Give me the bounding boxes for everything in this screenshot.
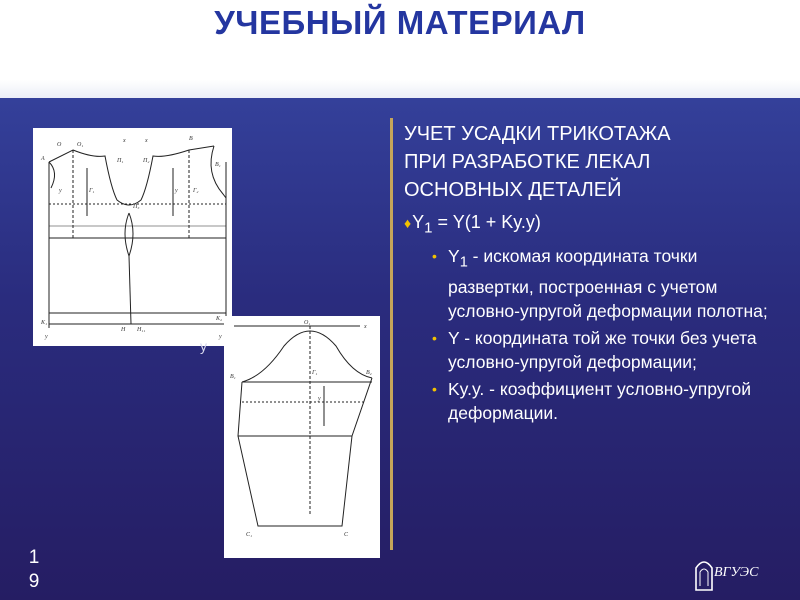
heading-line-3: ОСНОВНЫХ ДЕТАЛЕЙ [404,179,622,201]
label-y-bottom-right: y [219,334,222,340]
label-o1: O₁ [77,142,84,148]
label-x: x [123,138,126,144]
bodice-armhole-left [49,162,55,188]
section-heading [404,120,784,204]
vguer-logo [690,554,790,594]
stray-label: y [200,338,207,354]
def-1-text: - искомая координата точки развертки, построенная с учетом условно-упругой деформации полотна; [448,246,768,321]
formula-y: Y [412,212,425,232]
heading-line-2: ПРИ РАЗРАБОТКЕ ЛЕКАЛ [404,151,651,173]
def-1-y: Y [448,246,460,266]
logo-text: ВГУЭС [714,565,759,580]
formula-line [404,212,541,237]
label-sleeve-pr: Г₁ [312,370,318,376]
label-h: H [121,327,126,333]
label-k1: K₁ [41,320,48,326]
bodice-pattern-drawing [33,128,232,346]
sleeve-cap-curve [242,331,372,382]
slide-title: УЧЕБНЫЙ МАТЕРИАЛ [214,4,586,41]
label-r1: Г₁ [89,188,95,194]
label-y-bottom-left: y [45,334,48,340]
list-item [432,377,777,425]
page-number-digit-1: 1 [28,547,40,568]
dot-bullet-icon: • [432,380,437,397]
label-p2: П₂ [143,158,150,164]
label-a: A [41,156,45,162]
page-number [26,546,42,594]
definition-list [432,244,777,428]
dot-bullet-icon: • [432,248,437,264]
label-sleeve-x: x [364,324,367,330]
label-o: O [57,142,62,148]
def-2-text: Y - координата той же точки без учета условно-упругой деформации; [448,327,757,372]
def-3-text: Ky.y. - коэффициент условно-упругой деформации. [448,378,751,423]
list-item [432,244,777,323]
heading-line-1: УЧЕТ УСАДКИ ТРИКОТАЖА [404,123,671,145]
dot-bullet-icon: • [432,329,437,346]
label-sleeve-c2: C [344,532,349,538]
bodice-center-line [129,256,131,324]
label-h1: H₁₁ [137,327,146,333]
label-b1: В₁ [215,162,221,168]
label-p1: П₁ [117,158,124,164]
list-item [432,326,777,374]
label-y-right: y [175,188,178,194]
sleeve-outline [238,378,372,526]
diamond-bullet-icon: ♦ [404,215,412,231]
label-sleeve-c1: C₁ [246,532,253,538]
page-number-digit-2: 9 [28,571,40,592]
label-sleeve-b2: B₂ [366,370,372,376]
bodice-dart [125,213,133,256]
sleeve-pattern-svg [224,316,380,558]
vguer-logo-icon [692,556,716,592]
sleeve-pattern-drawing [224,316,380,558]
bodice-pattern-svg [33,128,232,346]
label-sleeve-o1: O₁ [304,320,311,326]
bodice-armhole-right [211,146,226,198]
label-k2: K₂ [216,316,223,322]
label-y-left: y [59,188,62,194]
label-b: B [189,136,193,142]
label-p3: П₃ [133,204,140,210]
label-sleeve-y: y [318,396,321,402]
label-x2: x [145,138,148,144]
def-1-sub: 1 [459,254,468,271]
label-r2: Г₂ [193,188,199,194]
formula-sub: 1 [424,219,433,237]
vertical-divider [390,118,393,550]
formula-rest: = Y(1 + Ky.y) [432,212,541,232]
label-sleeve-b1: B₁ [230,374,236,380]
